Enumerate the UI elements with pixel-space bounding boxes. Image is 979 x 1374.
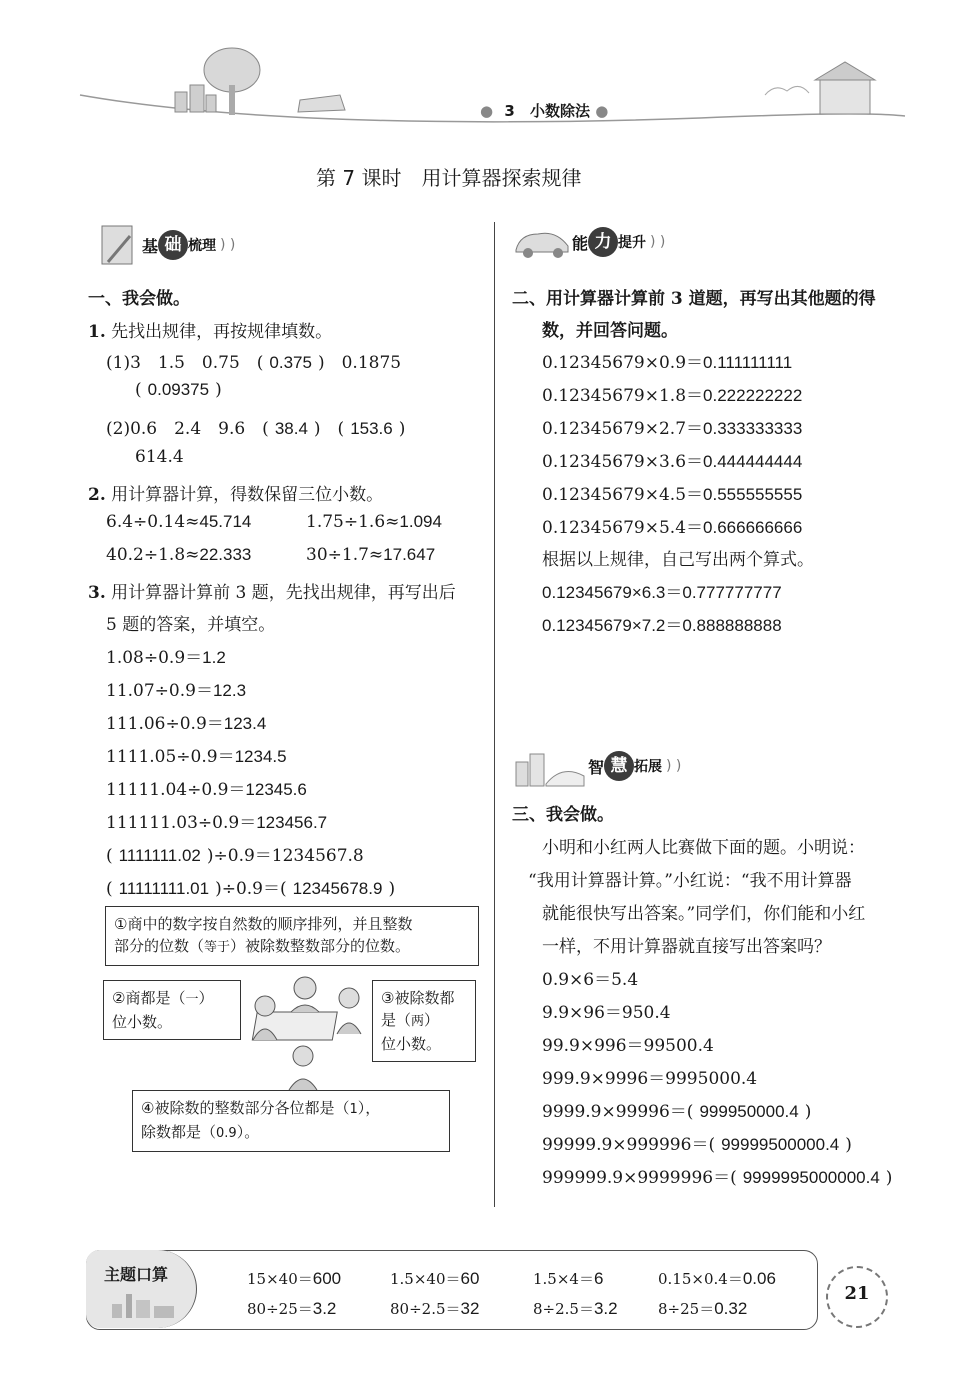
wave-icon-3: ) ) [666, 758, 682, 774]
part3-fill-1-expr: 9999.9×99996＝( [542, 1102, 694, 1122]
q1-row2-close: ) [215, 380, 222, 400]
q3-row-1-answer: 1.2 [202, 648, 226, 667]
q1-row3 [106, 414, 405, 439]
q1-row1-suffix: ) 0.1875 [317, 353, 402, 373]
part3-para-3: 就能很快写出答案。”同学们，你们能和小红 [542, 904, 866, 924]
q2-expr-1 [106, 512, 251, 532]
part3-fill-2-expr: 99999.9×999996＝( [542, 1135, 716, 1155]
bubble-2-line-1 [112, 987, 232, 1011]
speech-bubble-2 [103, 980, 241, 1040]
tag-ability-a: 能 [572, 233, 589, 253]
bubble-4-handwritten-2: 0.9 [216, 1126, 237, 1141]
bubble-3-line-3: 位小数。 [381, 1035, 442, 1053]
q2-answer-3: 22.333 [199, 545, 252, 564]
q3-row-6-answer: 123456.7 [256, 813, 328, 832]
part2-row-1-expr: 0.12345679×0.9＝ [542, 353, 704, 373]
bubble-3-line-2-a: 是（ [381, 1011, 412, 1029]
footer-calc-5-answer: 3.2 [312, 1299, 337, 1318]
bubble-2-handwritten: 一 [185, 992, 199, 1007]
q3-row-3-expr: 111.06÷0.9＝ [106, 714, 224, 734]
part2-row-2-answer: 0.222222222 [703, 386, 803, 405]
bubble-2-line-1-b: ） [198, 989, 214, 1007]
part2-row-1-answer: 0.111111111 [703, 353, 793, 372]
q1-text: 先找出规律，再按规律填数。 [111, 322, 333, 342]
part3-para-4: 一样，不用计算器就直接写出答案吗？ [542, 937, 831, 957]
footer-calc-5-expr: 80÷25＝ [247, 1300, 313, 1318]
q3-row-2 [106, 676, 246, 701]
q3-fill-2 [106, 874, 395, 899]
q3-fill-2-mid: )÷0.9＝( [215, 879, 287, 899]
part2-row-3 [542, 414, 802, 439]
bubble-1-line-2-a: 部分的位数（ [114, 937, 205, 955]
part3-fill-2-answer: 99999500000.4 [721, 1135, 840, 1154]
q3-line-1 [88, 578, 456, 603]
footer-calc-3-answer: 6 [593, 1269, 604, 1288]
wave-icon: ) ) [220, 237, 236, 253]
part2-prompt: 根据以上规律，自己写出两个算式。 [542, 550, 814, 570]
q3-fill-2-close: ) [388, 879, 396, 899]
bubble-2-line-1-a: ②商都是（ [112, 989, 186, 1007]
q2-answer-2: 1.094 [399, 512, 442, 531]
q1-row1 [106, 348, 401, 373]
part3-given-1: 0.9×6＝5.4 [542, 970, 639, 990]
part3-fill-3-expr: 999999.9×9999996＝( [542, 1168, 737, 1188]
footer-calc-7-answer: 3.2 [593, 1299, 618, 1318]
q3-row-2-answer: 12.3 [212, 681, 247, 700]
bubble-3-line-2 [381, 1009, 467, 1033]
part3-para-2: “我用计算器计算。”小红说：“我不用计算器 [528, 871, 852, 891]
part3-fill-2 [542, 1130, 852, 1155]
slide-icon [100, 222, 142, 268]
tag-basic-b: 础 [158, 230, 188, 260]
part2-heading-1: 二、用计算器计算前 3 道题，再写出其他题的得 [512, 289, 876, 309]
q1-row3-close: ) [398, 419, 406, 439]
bubble-3-handwritten: 两 [411, 1014, 425, 1029]
bubble-3-line-2-b: ） [424, 1011, 440, 1029]
footer-calc-8 [658, 1298, 747, 1319]
speech-bubble-1 [105, 906, 479, 966]
footer-calc-2 [390, 1268, 479, 1289]
students-illustration [245, 968, 367, 1090]
q3-number: 3. [88, 583, 106, 603]
footer-calc-1 [247, 1268, 341, 1289]
part2-row-5-expr: 0.12345679×4.5＝ [542, 485, 704, 505]
q3-row-3-answer: 123.4 [223, 714, 267, 733]
q2-expr-3 [106, 545, 251, 565]
q1-number: 1. [88, 322, 106, 342]
column-divider [494, 222, 495, 1207]
part3-fill-1-close: ) [804, 1102, 812, 1122]
q2-expr-2-text: 1.75÷1.6≈ [306, 512, 400, 532]
q1-row3-mid: ) ( [313, 419, 345, 439]
part2-heading-2: 数，并回答问题。 [542, 321, 678, 341]
q1-row4: 614.4 [135, 447, 184, 467]
bubble-1-line-2-b: ）被除数整数部分的位数。 [230, 937, 411, 955]
part2-own-1: 0.12345679×6.3＝0.777777777 [542, 583, 782, 602]
q3-fill-1 [106, 841, 364, 866]
header-dot-right: ● [595, 102, 609, 120]
q3-fill-2-answer: 11111111.01 [118, 879, 210, 898]
q2-answer-1: 45.714 [199, 512, 252, 531]
part2-row-6-answer: 0.666666666 [703, 518, 803, 537]
footer-calc-2-answer: 60 [460, 1269, 480, 1288]
speech-bubble-3 [372, 980, 476, 1062]
q3-row-4-answer: 1234.5 [234, 747, 287, 766]
part3-given-3: 99.9×996＝99500.4 [542, 1036, 714, 1056]
books-icon [512, 744, 588, 788]
footer-calc-4-answer: 0.06 [742, 1269, 776, 1288]
part2-row-3-expr: 0.12345679×2.7＝ [542, 419, 704, 439]
section-tag-ability [512, 224, 665, 260]
q1-answer-4: 153.6 [350, 419, 393, 438]
bubble-1-line-1: ①商中的数字按自然数的顺序排列，并且整数 [114, 915, 413, 933]
part2-row-5-answer: 0.555555555 [703, 485, 803, 504]
chapter-number: 3 [504, 102, 515, 120]
q1-answer-3: 38.4 [274, 419, 308, 438]
q2-answer-4: 17.647 [383, 545, 436, 564]
part3-fill-1 [542, 1097, 811, 1122]
footer-calc-8-answer: 0.32 [714, 1299, 748, 1318]
q3-fill-1-rest: )÷0.9＝1234567.8 [206, 846, 364, 866]
part3-para-1: 小明和小红两人比赛做下面的题。小明说： [542, 838, 865, 858]
footer-calc-6-answer: 32 [460, 1299, 480, 1318]
tag-wisdom-c: 拓展 [634, 759, 663, 775]
bubble-4-line-1-b: ）， [357, 1099, 381, 1117]
part2-own-2: 0.12345679×7.2＝0.888888888 [542, 616, 782, 635]
speech-bubble-4 [132, 1090, 450, 1152]
q3-text-2: 5 题的答案，并填空。 [106, 615, 276, 635]
q3-text-1: 用计算器计算前 3 题，先找出规律，再写出后 [111, 583, 456, 603]
q3-row-5-answer: 12345.6 [245, 780, 307, 799]
part1-heading: 一、我会做。 [88, 289, 190, 309]
q2-line [88, 480, 383, 505]
section-tag-basic [100, 222, 235, 268]
part2-row-2 [542, 381, 802, 406]
footer-label: 主题口算 [104, 1265, 169, 1284]
q3-row-6 [106, 808, 327, 833]
part3-fill-2-close: ) [845, 1135, 852, 1155]
q2-number: 2. [88, 485, 106, 505]
part2-row-3-answer: 0.333333333 [703, 419, 803, 438]
footer-calc-7-expr: 8÷2.5＝ [533, 1300, 594, 1318]
q3-row-4 [106, 742, 287, 767]
bubble-4-handwritten-1: 1 [349, 1102, 358, 1117]
chapter-title: 小数除法 [530, 102, 591, 120]
bubble-1-line-2 [114, 935, 470, 959]
q3-row-3 [106, 709, 266, 734]
tag-ability-c: 提升 [618, 235, 647, 251]
q2-expr-4-text: 30÷1.7≈ [306, 545, 384, 565]
part2-row-4-expr: 0.12345679×3.6＝ [542, 452, 704, 472]
footer-calc-3 [533, 1268, 603, 1289]
q3-row-5 [106, 775, 307, 800]
q1-row2-open: ( [135, 380, 142, 400]
part2-row-4-answer: 0.444444444 [703, 452, 803, 471]
lesson-title: 第 7 课时 用计算器探索规律 [316, 166, 582, 190]
bubble-2-line-2: 位小数。 [112, 1013, 173, 1031]
footer-calc-6 [390, 1298, 479, 1319]
car-icon [512, 224, 572, 260]
q1-row2 [135, 380, 222, 400]
q1-answer-2: 0.09375 [147, 380, 210, 399]
part2-row-6-expr: 0.12345679×5.4＝ [542, 518, 704, 538]
q3-fill-1-open: ( [106, 846, 113, 866]
q2-text: 用计算器计算，得数保留三位小数。 [111, 485, 384, 505]
city-skyline-icon [110, 1286, 180, 1320]
part2-row-1 [542, 348, 792, 373]
footer-calc-2-expr: 1.5×40＝ [390, 1270, 461, 1288]
section-tag-wisdom [512, 744, 681, 788]
q3-fill-1-answer: 1111111.02 [118, 846, 201, 865]
footer-calc-8-expr: 8÷25＝ [658, 1300, 715, 1318]
q3-fill-2-answer-2: 12345678.9 [292, 879, 383, 898]
bubble-4-line-1 [141, 1097, 441, 1121]
q2-expr-1-text: 6.4÷0.14≈ [106, 512, 200, 532]
part2-row-4 [542, 447, 802, 472]
part3-fill-1-answer: 999950000.4 [699, 1102, 799, 1121]
footer-calc-3-expr: 1.5×4＝ [533, 1270, 594, 1288]
q1-answer-1: 0.375 [269, 353, 312, 372]
footer-calc-1-expr: 15×40＝ [247, 1270, 313, 1288]
q1-line [88, 317, 332, 342]
footer-calc-4 [658, 1268, 776, 1289]
part3-heading: 三、我会做。 [512, 805, 614, 825]
q3-row-1 [106, 643, 226, 668]
header-dot-left: ● [480, 102, 494, 120]
footer-calc-1-answer: 600 [312, 1269, 342, 1288]
part3-given-4: 999.9×9996＝9995000.4 [542, 1069, 758, 1089]
part2-row-6 [542, 513, 802, 538]
part3-fill-3 [542, 1163, 892, 1188]
tag-wisdom-a: 智 [588, 757, 605, 777]
q3-row-6-expr: 111111.03÷0.9＝ [106, 813, 257, 833]
footer-calc-4-expr: 0.15×0.4＝ [658, 1270, 743, 1288]
bubble-3-line-1: ③被除数都 [381, 989, 455, 1007]
q3-row-5-expr: 11111.04÷0.9＝ [106, 780, 246, 800]
bubble-4-line-2 [141, 1121, 441, 1145]
bubble-4-line-2-a: 除数都是（ [141, 1123, 217, 1141]
bubble-4-line-2-b: ）。 [236, 1123, 260, 1141]
part3-fill-3-answer: 9999995000000.4 [742, 1168, 880, 1187]
q1-row1-prefix: (1)3 1.5 0.75 ( [106, 353, 264, 373]
part2-row-5 [542, 480, 802, 505]
tag-basic-a: 基 [142, 236, 159, 256]
tag-ability-b: 力 [588, 227, 618, 257]
q3-row-2-expr: 11.07÷0.9＝ [106, 681, 213, 701]
footer-calc-7 [533, 1298, 618, 1319]
part3-given-2: 9.9×96＝950.4 [542, 1003, 671, 1023]
header-chapter [480, 100, 608, 121]
page-number: 21 [844, 1283, 870, 1304]
q3-fill-2-open: ( [106, 879, 113, 899]
q2-expr-3-text: 40.2÷1.8≈ [106, 545, 200, 565]
bubble-4-line-1-a: ④被除数的整数部分各位都是（ [141, 1099, 350, 1117]
q3-row-1-expr: 1.08÷0.9＝ [106, 648, 203, 668]
tag-basic-c: 梳理 [188, 238, 217, 254]
wave-icon-2: ) ) [650, 234, 666, 250]
tag-wisdom-b: 慧 [604, 751, 634, 781]
q2-expr-2 [306, 512, 442, 532]
q2-expr-4 [306, 545, 435, 565]
part2-row-2-expr: 0.12345679×1.8＝ [542, 386, 704, 406]
bubble-1-handwritten: 等于 [204, 940, 231, 955]
part3-fill-3-close: ) [885, 1168, 893, 1188]
q1-row3-prefix: (2)0.6 2.4 9.6 ( [106, 419, 269, 439]
footer-calc-5 [247, 1298, 336, 1319]
footer-calc-6-expr: 80÷2.5＝ [390, 1300, 461, 1318]
q3-row-4-expr: 1111.05÷0.9＝ [106, 747, 235, 767]
